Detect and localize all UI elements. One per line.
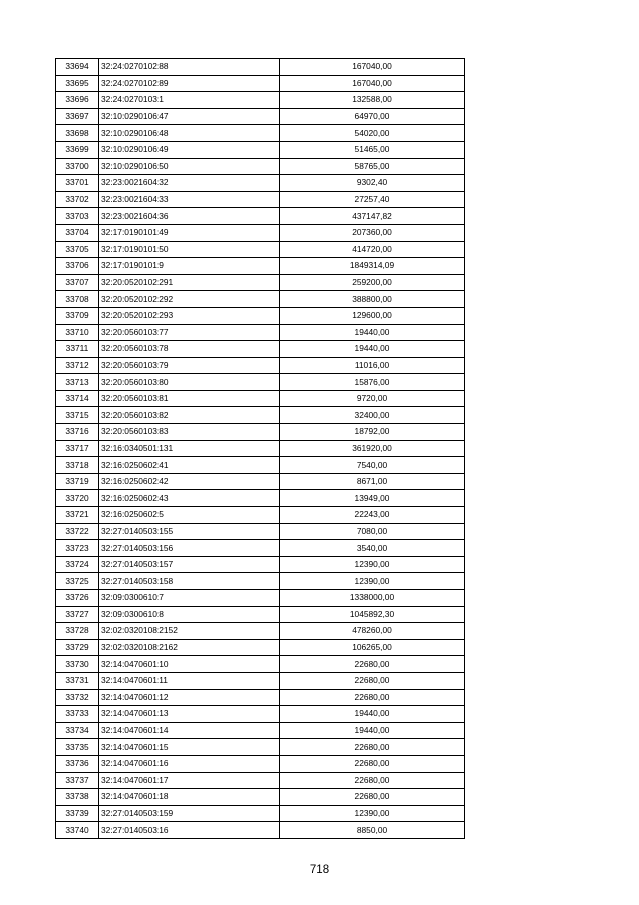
row-number-cell: 33732 — [56, 689, 99, 706]
cadastral-number-cell: 32:16:0250602:41 — [99, 457, 280, 474]
cadastral-value-cell: 1045892,30 — [280, 606, 465, 623]
row-number-cell: 33708 — [56, 291, 99, 308]
cadastral-value-cell: 22680,00 — [280, 672, 465, 689]
row-number-cell: 33724 — [56, 556, 99, 573]
cadastral-number-cell: 32:14:0470601:10 — [99, 656, 280, 673]
table-row — [56, 772, 465, 789]
table-row — [56, 623, 465, 640]
cadastral-table-container — [55, 58, 465, 839]
cadastral-number-cell: 32:20:0560103:79 — [99, 357, 280, 374]
cadastral-value-cell: 54020,00 — [280, 125, 465, 142]
row-number-cell: 33716 — [56, 424, 99, 441]
row-number-cell: 33696 — [56, 92, 99, 109]
row-number-cell: 33717 — [56, 440, 99, 457]
table-row — [56, 507, 465, 524]
table-row — [56, 656, 465, 673]
table-row — [56, 590, 465, 607]
cadastral-value-cell: 32400,00 — [280, 407, 465, 424]
row-number-cell: 33702 — [56, 191, 99, 208]
cadastral-value-cell: 129600,00 — [280, 307, 465, 324]
row-number-cell: 33712 — [56, 357, 99, 374]
table-row — [56, 158, 465, 175]
cadastral-number-cell: 32:14:0470601:11 — [99, 672, 280, 689]
row-number-cell: 33723 — [56, 540, 99, 557]
row-number-cell: 33740 — [56, 822, 99, 839]
table-row — [56, 440, 465, 457]
row-number-cell: 33726 — [56, 590, 99, 607]
cadastral-number-cell: 32:27:0140503:16 — [99, 822, 280, 839]
cadastral-value-cell: 167040,00 — [280, 75, 465, 92]
cadastral-value-cell: 3540,00 — [280, 540, 465, 557]
row-number-cell: 33705 — [56, 241, 99, 258]
row-number-cell: 33710 — [56, 324, 99, 341]
cadastral-number-cell: 32:16:0250602:42 — [99, 473, 280, 490]
cadastral-number-cell: 32:20:0560103:82 — [99, 407, 280, 424]
cadastral-value-cell: 207360,00 — [280, 224, 465, 241]
row-number-cell: 33704 — [56, 224, 99, 241]
row-number-cell: 33718 — [56, 457, 99, 474]
row-number-cell: 33737 — [56, 772, 99, 789]
cadastral-number-cell: 32:23:0021604:32 — [99, 175, 280, 192]
cadastral-value-cell: 1849314,09 — [280, 258, 465, 275]
cadastral-value-cell: 19440,00 — [280, 341, 465, 358]
row-number-cell: 33713 — [56, 374, 99, 391]
cadastral-number-cell: 32:14:0470601:15 — [99, 739, 280, 756]
cadastral-value-cell: 22680,00 — [280, 789, 465, 806]
cadastral-number-cell: 32:14:0470601:12 — [99, 689, 280, 706]
cadastral-number-cell: 32:10:0290106:49 — [99, 141, 280, 158]
row-number-cell: 33733 — [56, 706, 99, 723]
table-row — [56, 755, 465, 772]
cadastral-number-cell: 32:17:0190101:50 — [99, 241, 280, 258]
cadastral-value-cell: 8850,00 — [280, 822, 465, 839]
table-row — [56, 191, 465, 208]
cadastral-number-cell: 32:09:0300610:7 — [99, 590, 280, 607]
cadastral-value-cell: 414720,00 — [280, 241, 465, 258]
cadastral-number-cell: 32:20:0520102:291 — [99, 274, 280, 291]
row-number-cell: 33734 — [56, 722, 99, 739]
row-number-cell: 33697 — [56, 108, 99, 125]
cadastral-value-cell: 11016,00 — [280, 357, 465, 374]
table-row — [56, 324, 465, 341]
cadastral-number-cell: 32:27:0140503:159 — [99, 805, 280, 822]
row-number-cell: 33728 — [56, 623, 99, 640]
cadastral-value-cell: 9302,40 — [280, 175, 465, 192]
table-row — [56, 357, 465, 374]
cadastral-number-cell: 32:23:0021604:33 — [99, 191, 280, 208]
cadastral-number-cell: 32:10:0290106:50 — [99, 158, 280, 175]
cadastral-value-cell: 19440,00 — [280, 706, 465, 723]
row-number-cell: 33694 — [56, 59, 99, 76]
table-row — [56, 672, 465, 689]
table-row — [56, 374, 465, 391]
cadastral-value-cell: 22680,00 — [280, 755, 465, 772]
table-row — [56, 523, 465, 540]
cadastral-value-cell: 7080,00 — [280, 523, 465, 540]
cadastral-value-cell: 22243,00 — [280, 507, 465, 524]
cadastral-number-cell: 32:02:0320108:2162 — [99, 639, 280, 656]
cadastral-value-cell: 58765,00 — [280, 158, 465, 175]
cadastral-number-cell: 32:17:0190101:49 — [99, 224, 280, 241]
row-number-cell: 33711 — [56, 341, 99, 358]
cadastral-value-cell: 7540,00 — [280, 457, 465, 474]
cadastral-number-cell: 32:17:0190101:9 — [99, 258, 280, 275]
row-number-cell: 33703 — [56, 208, 99, 225]
cadastral-number-cell: 32:20:0560103:77 — [99, 324, 280, 341]
row-number-cell: 33698 — [56, 125, 99, 142]
table-row — [56, 490, 465, 507]
cadastral-number-cell: 32:27:0140503:156 — [99, 540, 280, 557]
table-row — [56, 59, 465, 76]
table-row — [56, 407, 465, 424]
cadastral-value-cell: 8671,00 — [280, 473, 465, 490]
table-row — [56, 473, 465, 490]
table-row — [56, 224, 465, 241]
cadastral-value-cell: 437147,82 — [280, 208, 465, 225]
cadastral-value-cell: 12390,00 — [280, 573, 465, 590]
cadastral-value-cell: 19440,00 — [280, 722, 465, 739]
cadastral-number-cell: 32:14:0470601:18 — [99, 789, 280, 806]
table-row — [56, 457, 465, 474]
cadastral-number-cell: 32:20:0560103:83 — [99, 424, 280, 441]
table-row — [56, 108, 465, 125]
row-number-cell: 33730 — [56, 656, 99, 673]
cadastral-number-cell: 32:10:0290106:48 — [99, 125, 280, 142]
cadastral-number-cell: 32:24:0270102:88 — [99, 59, 280, 76]
cadastral-number-cell: 32:10:0290106:47 — [99, 108, 280, 125]
row-number-cell: 33725 — [56, 573, 99, 590]
table-body — [56, 59, 465, 839]
table-row — [56, 424, 465, 441]
cadastral-value-cell: 18792,00 — [280, 424, 465, 441]
cadastral-value-cell: 22680,00 — [280, 772, 465, 789]
table-row — [56, 141, 465, 158]
table-row — [56, 639, 465, 656]
cadastral-value-cell: 12390,00 — [280, 556, 465, 573]
table-row — [56, 291, 465, 308]
cadastral-number-cell: 32:20:0520102:293 — [99, 307, 280, 324]
table-row — [56, 706, 465, 723]
table-row — [56, 739, 465, 756]
row-number-cell: 33715 — [56, 407, 99, 424]
row-number-cell: 33722 — [56, 523, 99, 540]
row-number-cell: 33727 — [56, 606, 99, 623]
cadastral-value-cell: 13949,00 — [280, 490, 465, 507]
table-row — [56, 92, 465, 109]
row-number-cell: 33699 — [56, 141, 99, 158]
row-number-cell: 33721 — [56, 507, 99, 524]
row-number-cell: 33736 — [56, 755, 99, 772]
row-number-cell: 33731 — [56, 672, 99, 689]
cadastral-value-cell: 167040,00 — [280, 59, 465, 76]
cadastral-value-cell: 388800,00 — [280, 291, 465, 308]
cadastral-value-cell: 259200,00 — [280, 274, 465, 291]
cadastral-number-cell: 32:09:0300610:8 — [99, 606, 280, 623]
cadastral-number-cell: 32:24:0270103:1 — [99, 92, 280, 109]
row-number-cell: 33735 — [56, 739, 99, 756]
table-row — [56, 175, 465, 192]
cadastral-number-cell: 32:02:0320108:2152 — [99, 623, 280, 640]
row-number-cell: 33706 — [56, 258, 99, 275]
cadastral-value-cell: 361920,00 — [280, 440, 465, 457]
cadastral-value-table — [55, 58, 465, 839]
table-row — [56, 722, 465, 739]
cadastral-number-cell: 32:14:0470601:13 — [99, 706, 280, 723]
row-number-cell: 33695 — [56, 75, 99, 92]
cadastral-value-cell: 64970,00 — [280, 108, 465, 125]
cadastral-number-cell: 32:16:0250602:5 — [99, 507, 280, 524]
table-row — [56, 573, 465, 590]
row-number-cell: 33714 — [56, 390, 99, 407]
table-row — [56, 274, 465, 291]
table-row — [56, 241, 465, 258]
cadastral-value-cell: 19440,00 — [280, 324, 465, 341]
cadastral-number-cell: 32:20:0560103:80 — [99, 374, 280, 391]
table-row — [56, 789, 465, 806]
row-number-cell: 33739 — [56, 805, 99, 822]
row-number-cell: 33729 — [56, 639, 99, 656]
cadastral-number-cell: 32:20:0560103:78 — [99, 341, 280, 358]
cadastral-value-cell: 478260,00 — [280, 623, 465, 640]
cadastral-number-cell: 32:16:0340501:131 — [99, 440, 280, 457]
cadastral-value-cell: 51465,00 — [280, 141, 465, 158]
row-number-cell: 33701 — [56, 175, 99, 192]
table-row — [56, 606, 465, 623]
table-row — [56, 125, 465, 142]
cadastral-number-cell: 32:14:0470601:14 — [99, 722, 280, 739]
table-row — [56, 689, 465, 706]
row-number-cell: 33700 — [56, 158, 99, 175]
cadastral-number-cell: 32:24:0270102:89 — [99, 75, 280, 92]
row-number-cell: 33720 — [56, 490, 99, 507]
cadastral-number-cell: 32:27:0140503:157 — [99, 556, 280, 573]
table-row — [56, 556, 465, 573]
table-row — [56, 805, 465, 822]
table-row — [56, 822, 465, 839]
cadastral-value-cell: 9720,00 — [280, 390, 465, 407]
cadastral-value-cell: 22680,00 — [280, 739, 465, 756]
table-row — [56, 540, 465, 557]
row-number-cell: 33709 — [56, 307, 99, 324]
table-row — [56, 307, 465, 324]
table-row — [56, 341, 465, 358]
table-row — [56, 75, 465, 92]
page-number: 718 — [309, 864, 330, 876]
cadastral-number-cell: 32:20:0560103:81 — [99, 390, 280, 407]
table-row — [56, 390, 465, 407]
cadastral-number-cell: 32:23:0021604:36 — [99, 208, 280, 225]
cadastral-value-cell: 1338000,00 — [280, 590, 465, 607]
row-number-cell: 33738 — [56, 789, 99, 806]
cadastral-number-cell: 32:14:0470601:17 — [99, 772, 280, 789]
cadastral-number-cell: 32:27:0140503:158 — [99, 573, 280, 590]
cadastral-number-cell: 32:14:0470601:16 — [99, 755, 280, 772]
cadastral-value-cell: 22680,00 — [280, 656, 465, 673]
cadastral-number-cell: 32:20:0520102:292 — [99, 291, 280, 308]
table-row — [56, 258, 465, 275]
row-number-cell: 33707 — [56, 274, 99, 291]
cadastral-number-cell: 32:27:0140503:155 — [99, 523, 280, 540]
row-number-cell: 33719 — [56, 473, 99, 490]
cadastral-number-cell: 32:16:0250602:43 — [99, 490, 280, 507]
cadastral-value-cell: 12390,00 — [280, 805, 465, 822]
cadastral-value-cell: 27257,40 — [280, 191, 465, 208]
cadastral-value-cell: 15876,00 — [280, 374, 465, 391]
cadastral-value-cell: 132588,00 — [280, 92, 465, 109]
cadastral-value-cell: 106265,00 — [280, 639, 465, 656]
cadastral-value-cell: 22680,00 — [280, 689, 465, 706]
table-row — [56, 208, 465, 225]
